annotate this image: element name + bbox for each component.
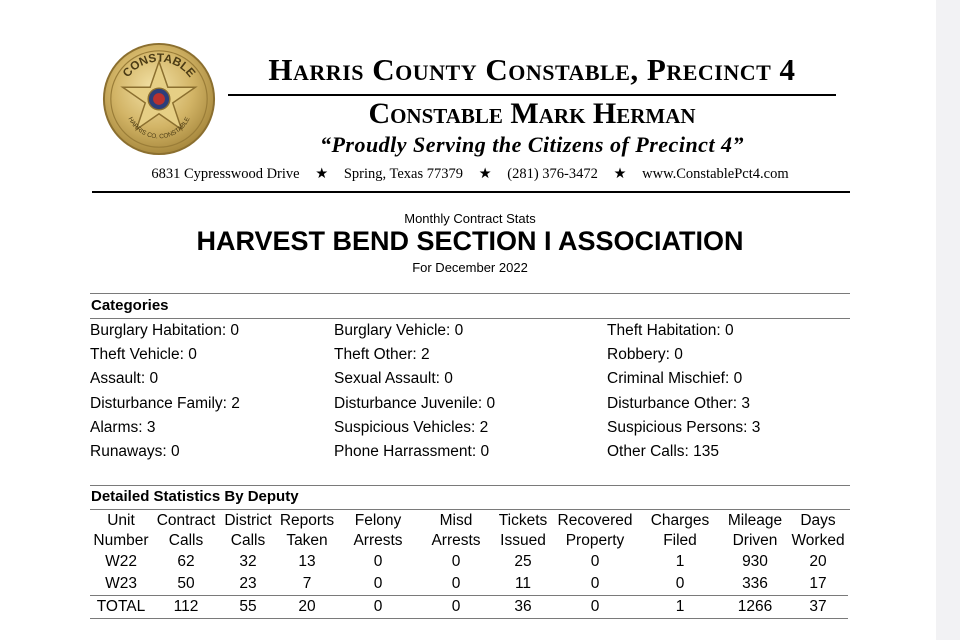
categories-heading: Categories (91, 297, 169, 314)
table-cell: W22 (105, 553, 137, 570)
category-row (90, 395, 850, 419)
category-row (90, 322, 850, 346)
star-separator-icon: ★ (613, 166, 627, 182)
city-state-zip: Spring, Texas 77379 (343, 166, 464, 182)
column-header: Days (800, 512, 836, 529)
category-row (90, 443, 850, 467)
star-separator-icon: ★ (478, 166, 492, 182)
table-cell: 17 (809, 575, 827, 592)
column-header: Calls (230, 532, 266, 549)
table-cell: 0 (451, 553, 461, 570)
category-item: Suspicious Persons: 3 (607, 419, 761, 436)
column-header: Contract (156, 512, 216, 529)
category-item: Burglary Habitation: 0 (90, 322, 240, 339)
column-header: Recovered (557, 512, 633, 529)
report-title: HARVEST BEND SECTION I ASSOCIATION (196, 226, 744, 256)
table-cell: TOTAL (90, 596, 152, 619)
table-cell: 0 (590, 575, 600, 592)
table-cell: 36 (494, 596, 552, 619)
letterhead-divider (228, 94, 836, 96)
letterhead-subtitle: Constable Mark Herman (368, 97, 696, 130)
column-header: Tickets (498, 512, 548, 529)
table-cell: 0 (373, 575, 383, 592)
constable-seal-icon (100, 40, 218, 158)
table-cell: 0 (338, 596, 418, 619)
column-header: Charges (650, 512, 710, 529)
table-row (90, 573, 848, 596)
category-item: Theft Habitation: 0 (607, 322, 734, 339)
category-item: Alarms: 3 (90, 419, 156, 436)
svg-text:CONSTABLE: CONSTABLE (119, 50, 199, 80)
column-header: Property (565, 532, 625, 549)
column-header: Filed (663, 532, 697, 549)
table-cell: 1 (675, 553, 685, 570)
category-item: Robbery: 0 (607, 346, 683, 363)
column-header: District (224, 512, 272, 529)
category-row (90, 370, 850, 394)
table-row (90, 551, 848, 573)
table-header-row (90, 531, 848, 551)
column-header: Felony (354, 512, 402, 529)
table-cell: 55 (220, 596, 276, 619)
table-cell: 32 (239, 553, 257, 570)
website-link[interactable]: www.ConstablePct4.com (642, 166, 789, 182)
category-item: Assault: 0 (90, 370, 159, 387)
table-cell: 0 (451, 575, 461, 592)
table-cell: 0 (675, 575, 685, 592)
svg-text:HARRIS CO. CONSTABLE: HARRIS CO. CONSTABLE (126, 116, 192, 141)
table-cell: 50 (177, 575, 195, 592)
deputy-stats-table (90, 511, 848, 619)
category-item: Runaways: 0 (90, 443, 180, 460)
phone-number: (281) 376-3472 (507, 166, 598, 182)
table-cell: 0 (418, 596, 494, 619)
table-cell: 20 (276, 596, 338, 619)
category-item: Suspicious Vehicles: 2 (334, 419, 489, 436)
table-cell: 1266 (722, 596, 788, 619)
category-item: Sexual Assault: 0 (334, 370, 453, 387)
column-header: Driven (732, 532, 778, 549)
category-item: Theft Other: 2 (334, 346, 430, 363)
category-item: Disturbance Juvenile: 0 (334, 395, 496, 412)
column-header: Mileage (727, 512, 783, 529)
column-header: Unit (107, 512, 135, 529)
table-cell: 62 (177, 553, 195, 570)
categories-top-rule (90, 293, 850, 294)
deputy-stats-heading: Detailed Statistics By Deputy (91, 488, 299, 505)
category-item: Other Calls: 135 (607, 443, 719, 460)
category-item: Phone Harrassment: 0 (334, 443, 490, 460)
table-cell: 0 (373, 553, 383, 570)
category-item: Disturbance Family: 2 (90, 395, 240, 412)
column-header: Calls (168, 532, 204, 549)
table-cell: 7 (302, 575, 312, 592)
categories-heading-rule (90, 318, 850, 319)
deputy-top-rule (90, 485, 850, 486)
column-header: Arrests (431, 532, 481, 549)
table-total-row (90, 596, 848, 619)
table-cell: 0 (552, 596, 638, 619)
category-item: Theft Vehicle: 0 (90, 346, 197, 363)
table-cell: 25 (514, 553, 532, 570)
deputy-heading-rule (90, 509, 850, 510)
table-cell: 112 (152, 596, 220, 619)
table-cell: 1 (638, 596, 722, 619)
report-subtitle: Monthly Contract Stats (404, 211, 536, 226)
table-cell: 23 (239, 575, 257, 592)
letterhead-title: Harris County Constable, Precinct 4 (268, 52, 796, 87)
table-cell: W23 (105, 575, 137, 592)
category-item: Disturbance Other: 3 (607, 395, 751, 412)
category-row (90, 419, 850, 443)
column-header: Worked (791, 532, 845, 549)
report-period: For December 2022 (412, 260, 528, 275)
table-cell: 0 (590, 553, 600, 570)
letterhead-contact-line (100, 166, 840, 183)
column-header: Misd (439, 512, 473, 529)
address: 6831 Cypresswood Drive (151, 166, 300, 182)
table-cell: 13 (298, 553, 316, 570)
column-header: Number (93, 532, 149, 549)
category-item: Burglary Vehicle: 0 (334, 322, 464, 339)
table-cell: 20 (809, 553, 827, 570)
table-cell: 930 (742, 553, 768, 570)
letterhead-motto: “Proudly Serving the Citizens of Precinct 4” (319, 132, 745, 157)
header-rule (92, 191, 850, 193)
table-header-row (90, 511, 848, 531)
category-row (90, 346, 850, 370)
column-header: Arrests (353, 532, 403, 549)
table-cell: 11 (514, 575, 532, 592)
table-cell: 37 (788, 596, 848, 619)
star-separator-icon: ★ (315, 166, 329, 182)
column-header: Reports (279, 512, 335, 529)
column-header: Issued (500, 532, 546, 549)
category-item: Criminal Mischief: 0 (607, 370, 743, 387)
table-cell: 336 (742, 575, 768, 592)
column-header: Taken (286, 532, 328, 549)
page-margin-strip (936, 0, 960, 640)
